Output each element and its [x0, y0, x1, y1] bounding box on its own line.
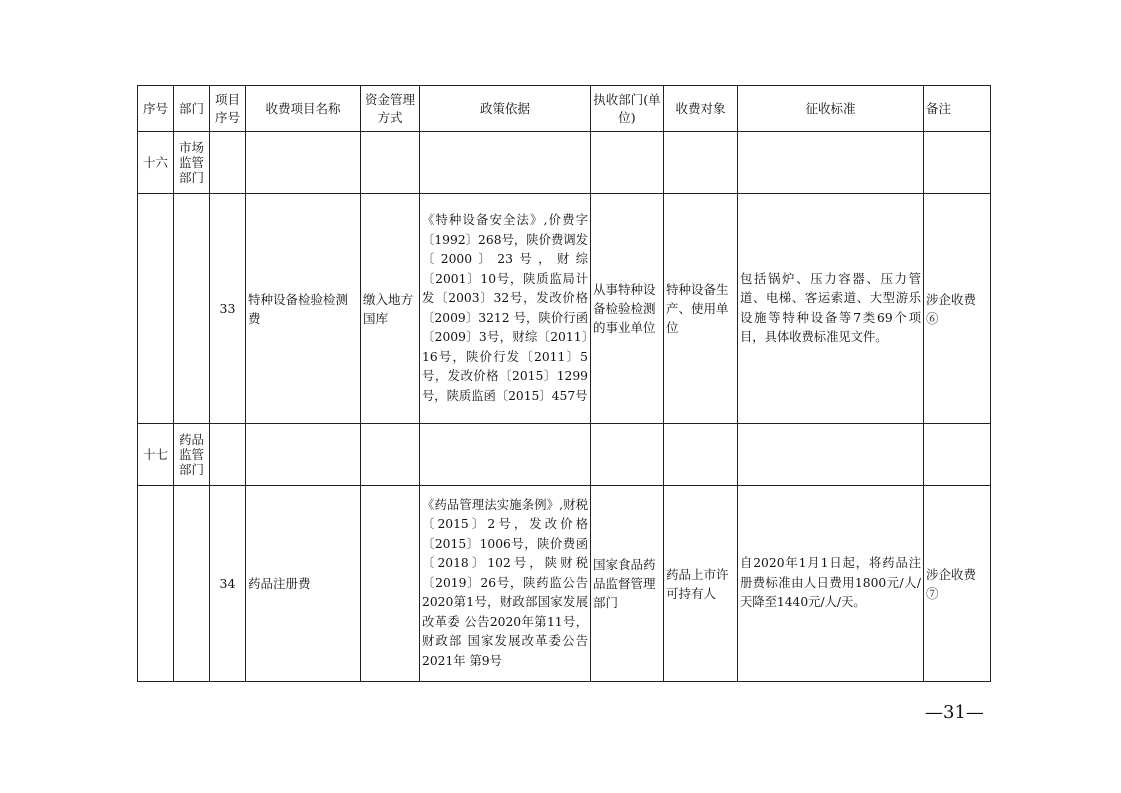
header-target: 收费对象: [664, 86, 738, 132]
header-item-no: 项目序号: [210, 86, 246, 132]
header-seq: 序号: [138, 86, 174, 132]
item-no: 34: [210, 486, 246, 682]
fee-table: [137, 85, 991, 682]
header-fund-mgmt: 资金管理方式: [361, 86, 420, 132]
item-name: 特种设备检验检测费: [246, 194, 361, 424]
policy-basis: 《特种设备安全法》,价费字〔1992〕268号，陕价费调发〔2000〕23号，财综〔2001〕10号，陕质监局计发〔2003〕32号，发改价格〔2009〕3212 号，陕价行函〔2009〕3号，财综〔2011〕16号，陕价行发〔2011〕5号，发改价格〔2015〕1299号，陕质监函〔2015〕457号: [420, 194, 591, 424]
fee-standard: 包括锅炉、压力容器、压力管道、电梯、客运索道、大型游乐设施等特种设备等7类69个项目，具体收费标准见文件。: [738, 194, 924, 424]
section-seq: 十六: [138, 132, 174, 194]
remark: 涉企收费⑥: [924, 194, 991, 424]
exec-dept: 从事特种设备检验检测的事业单位: [591, 194, 664, 424]
item-name: 药品注册费: [246, 486, 361, 682]
fee-standard: 自2020年1月1日起，将药品注册费标准由人日费用1800元/人/天降至1440元/人/天。: [738, 486, 924, 682]
header-remark: 备注: [924, 86, 991, 132]
fee-target: 特种设备生产、使用单位: [664, 194, 738, 424]
page-number: —31—: [925, 702, 984, 723]
section-seq: 十七: [138, 424, 174, 486]
fee-target: 药品上市许可持有人: [664, 486, 738, 682]
header-standard: 征收标准: [738, 86, 924, 132]
header-policy: 政策依据: [420, 86, 591, 132]
section-row-drug: [138, 424, 991, 486]
policy-basis: 《药品管理法实施条例》,财税〔2015〕2号，发改价格〔2015〕1006号，陕价费函〔2018〕102号，陕财税〔2019〕26号，陕药监公告2020第1号，财政部国家发展改革委 公告2020年第11号，财政部 国家发展改革委公告2021年 第9号: [420, 486, 591, 682]
header-dept: 部门: [174, 86, 210, 132]
section-dept: 市场监管部门: [174, 132, 210, 194]
header-row: [138, 86, 991, 132]
section-dept: 药品监管部门: [174, 424, 210, 486]
fund-mgmt: 缴入地方国库: [361, 194, 420, 424]
remark: 涉企收费⑦: [924, 486, 991, 682]
header-exec-dept: 执收部门(单位): [591, 86, 664, 132]
section-row-market: [138, 132, 991, 194]
table-row: [138, 194, 991, 424]
fund-mgmt: [361, 486, 420, 682]
item-no: 33: [210, 194, 246, 424]
exec-dept: 国家食品药品监督管理部门: [591, 486, 664, 682]
table-row: [138, 486, 991, 682]
header-item-name: 收费项目名称: [246, 86, 361, 132]
